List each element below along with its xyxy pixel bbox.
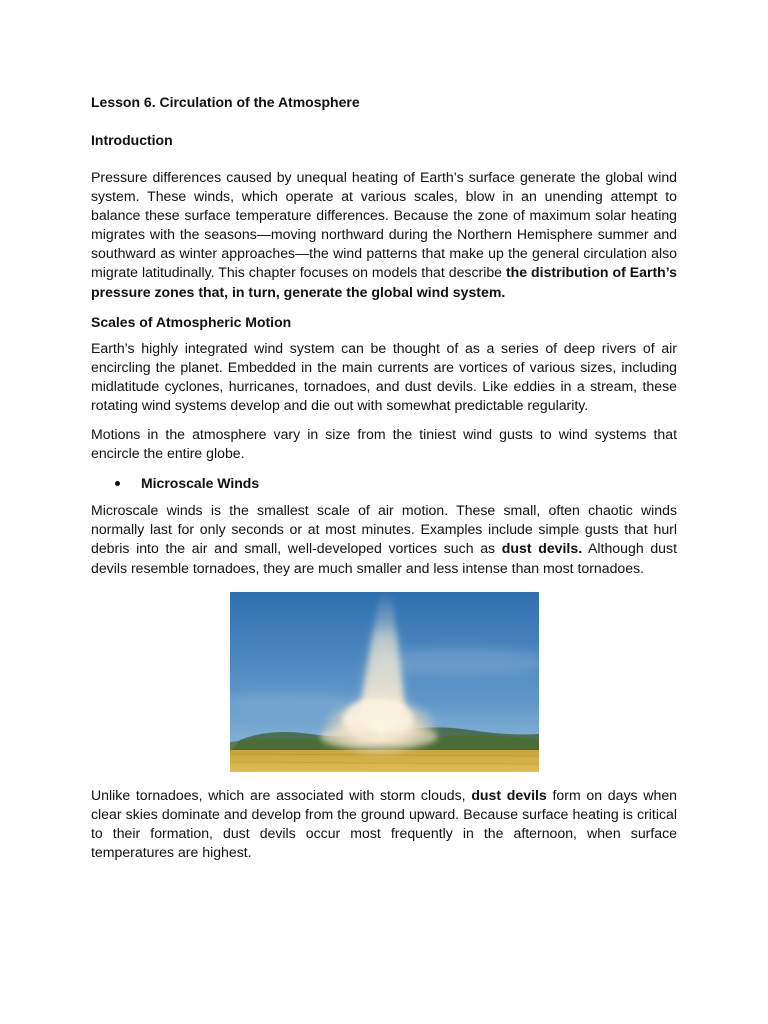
intro-text: Pressure differences caused by unequal heating of Earth’s surface generate the global wind system. These winds, which operate at various scales, blow in an unending attempt to balance these surface temperature differences. Because the zone of maximum solar heating migrates with the seasons—moving northward during the Northern Hemisphere summer and southward as winter approaches—the wind patterns that make up the general circulation also migrate latitudinally. This chapter focuses on models that describe — [91, 169, 677, 281]
bullet-item-microscale — [91, 473, 677, 493]
final-bold-text: dust devils — [471, 786, 547, 803]
final-paragraph — [91, 786, 677, 862]
document-title: Lesson 6. Circulation of the Atmosphere — [91, 94, 360, 110]
microscale-text-b: Although dust devils resemble tornadoes, they are much smaller and less intense than most tornadoes. — [91, 540, 677, 576]
bullet-label: Microscale Winds — [141, 475, 260, 492]
intro-heading: Introduction — [91, 132, 173, 148]
microscale-bold-text: dust devils. — [501, 540, 583, 557]
bullet-dot-icon — [115, 481, 120, 486]
dust-devil-photo — [230, 592, 539, 772]
final-text-a: Unlike tornadoes, which are associated with storm clouds, — [91, 786, 472, 803]
dust-devil-illustration — [230, 592, 539, 772]
scales-paragraph-1: Earth’s highly integrated wind system can be thought of as a series of deep rivers of air encircling the planet. Embedded in the main currents are vortices of various sizes, including midlatitude cyclones, hurricanes, tornadoes, and dust devils. Like eddies in a stream, these rotating wind systems develop and die out with somewhat predictable regularity. — [91, 339, 677, 413]
scales-paragraph-2: Motions in the atmosphere vary in size from the tiniest wind gusts to wind systems that encircle the entire globe. — [91, 426, 677, 462]
microscale-paragraph — [91, 501, 677, 577]
final-text-b: form on days when clear skies dominate and develop from the ground upward. Because surface heating is critical to their formation, dust devils occur most frequently in the afternoon, when surface temperatures are highest. — [91, 786, 678, 860]
microscale-text-a: Microscale winds is the smallest scale of air motion. These small, often chaotic winds normally last for only seconds or at most minutes. Examples include simple gusts that hurl debris into the air and small, well-developed vortices such as — [91, 502, 677, 557]
intro-paragraph — [91, 168, 677, 302]
intro-bold-text: the distribution of Earth’s pressure zones that, in turn, generate the global wind system. — [91, 264, 677, 300]
scales-heading: Scales of Atmospheric Motion — [91, 313, 292, 330]
document-page — [91, 92, 677, 872]
